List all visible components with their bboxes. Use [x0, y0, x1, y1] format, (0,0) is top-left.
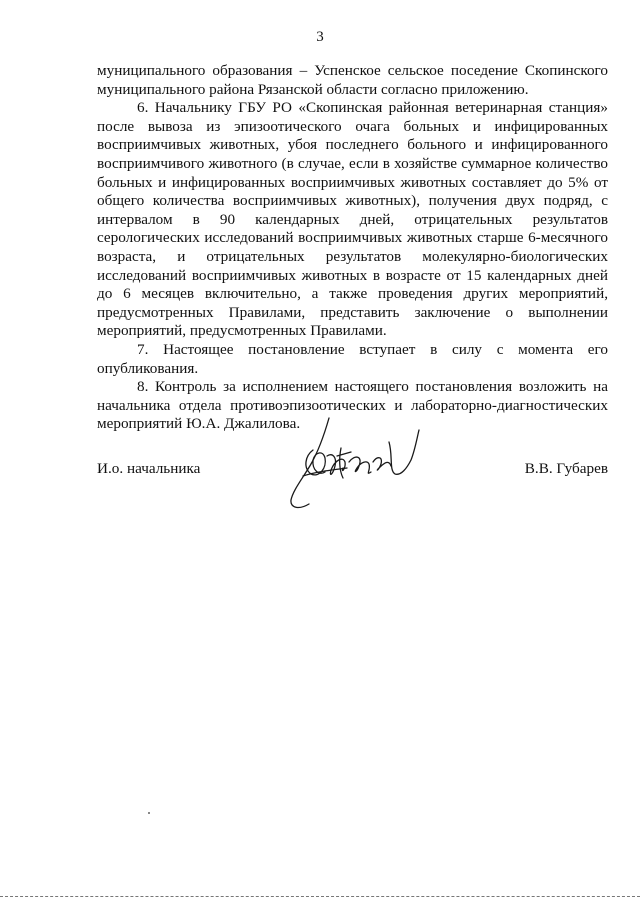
scan-artifact [148, 812, 150, 814]
page-number: 3 [316, 29, 324, 45]
paragraph-item-7: 7. Настоящее постановление вступает в силу с момента его опубликования. [97, 340, 608, 377]
signatory-name: В.В. Губарев [524, 460, 608, 477]
paragraph-item-6: 6. Начальнику ГБУ РО «Скопинская районная ветеринарная станция» после вывоза из эпизоотического очага больных и инфицированных восприимчивых животных, убоя последнего больного и инфицированного восприимчивого животного (в случае, если в хозяйстве суммарное количество больных и инфицированных восприимчивых животных составляет до 5% от общего количества восприимчивых животных), получения двух подряд, с интервалом в 90 календарных дней, отрицательных результатов серологических исследований восприимчивых животных старше 6-месячного возраста, и отрицательных результатов молекулярно-биологических исследований восприимчивых животных в возрасте от 15 календарных дней до 6 месяцев включительно, а также проведения других мероприятий, предусмотренных Правилами, представить заключение о выполнении мероприятий, предусмотренных Правилами. [97, 99, 608, 340]
paragraph-item-8: 8. Контроль за исполнением настоящего постановления возложить на начальника отдела противоэпизоотических и лабораторно-диагностических мероприятий Ю.А. Джалилова. [97, 378, 608, 433]
handwritten-signature [285, 412, 425, 522]
signatory-title: И.о. начальника [97, 460, 201, 477]
page-bottom-edge [0, 896, 640, 900]
paragraph-continuation: муниципального образования – Успенское сельское поседение Скопинского муниципального района Рязанской области согласно приложению. [97, 62, 608, 98]
signature-block [97, 412, 608, 522]
document-body [97, 62, 608, 434]
